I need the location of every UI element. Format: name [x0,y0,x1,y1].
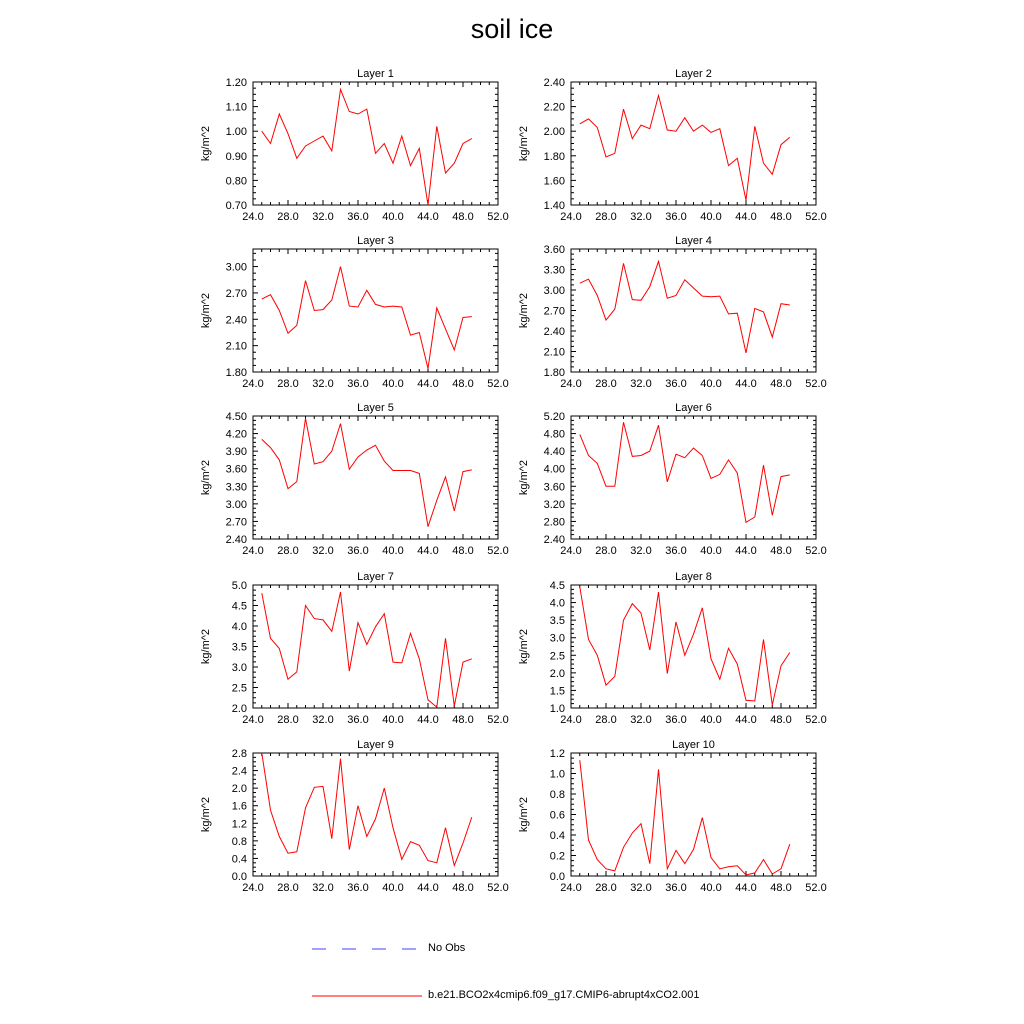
chart-title: Layer 10 [672,739,715,751]
x-tick-label: 24.0 [560,378,582,390]
x-tick-label: 44.0 [417,545,439,557]
y-tick-label: 2.80 [543,516,565,529]
y-tick-label: 2.0 [549,667,565,680]
x-tick-label: 44.0 [735,211,757,223]
x-tick-label: 32.0 [630,882,652,894]
y-tick-label: 3.20 [543,498,565,511]
x-tick-label: 28.0 [277,714,299,726]
y-tick-label: 2.40 [543,534,565,546]
y-tick-label: 5.0 [231,580,247,592]
y-tick-label: 3.00 [543,285,565,297]
x-tick-label: 52.0 [805,211,827,223]
y-axis-label: kg/m^2 [200,292,212,329]
chart-title: Layer 8 [675,571,712,583]
x-tick-label: 36.0 [665,882,687,894]
y-axis-label: kg/m^2 [200,796,212,833]
x-tick-label: 40.0 [382,714,404,726]
y-tick-label: 2.70 [225,287,247,300]
x-tick-label: 24.0 [560,211,582,223]
x-tick-label: 36.0 [347,882,369,894]
y-tick-label: 4.40 [543,446,565,459]
x-tick-label: 24.0 [242,882,264,894]
y-tick-label: 3.30 [543,264,565,277]
y-tick-label: 4.5 [231,600,247,613]
x-tick-label: 48.0 [770,714,792,726]
legend-label-no-obs: No Obs [428,942,466,954]
x-tick-label: 40.0 [382,211,404,223]
x-tick-label: 28.0 [595,882,617,894]
x-tick-label: 44.0 [735,545,757,557]
y-tick-label: 2.70 [543,305,565,318]
y-tick-label: 2.40 [225,314,247,327]
y-tick-label: 0.4 [231,853,247,866]
y-tick-label: 1.0 [549,703,565,715]
y-axis-label: kg/m^2 [518,459,530,496]
x-tick-label: 52.0 [805,378,827,390]
y-tick-label: 1.60 [543,175,565,188]
chart-title: Layer 6 [675,402,712,414]
y-tick-label: 3.60 [225,463,247,476]
x-tick-label: 48.0 [770,211,792,223]
x-tick-label: 36.0 [665,211,687,223]
x-tick-label: 48.0 [770,545,792,557]
x-tick-label: 24.0 [560,882,582,894]
x-tick-label: 32.0 [630,378,652,390]
x-tick-label: 40.0 [700,882,722,894]
y-tick-label: 2.4 [231,765,247,778]
x-tick-label: 24.0 [242,378,264,390]
y-axis-label: kg/m^2 [200,459,212,496]
y-tick-label: 3.5 [231,641,247,654]
x-tick-label: 52.0 [487,545,509,557]
y-tick-label: 1.80 [543,367,565,379]
x-tick-label: 28.0 [595,378,617,390]
y-tick-label: 0.80 [225,175,247,188]
y-tick-label: 1.2 [549,748,565,760]
y-tick-label: 0.8 [231,835,247,848]
x-tick-label: 28.0 [277,378,299,390]
x-tick-label: 40.0 [382,545,404,557]
x-tick-label: 24.0 [560,545,582,557]
x-tick-label: 40.0 [700,211,722,223]
y-tick-label: 0.0 [231,871,247,883]
x-tick-label: 44.0 [735,882,757,894]
y-tick-label: 0.0 [549,871,565,883]
x-tick-label: 40.0 [382,882,404,894]
y-tick-label: 2.00 [543,126,565,139]
x-tick-label: 32.0 [630,714,652,726]
x-tick-label: 24.0 [242,211,264,223]
y-axis-label: kg/m^2 [518,292,530,329]
x-tick-label: 32.0 [312,378,334,390]
x-tick-label: 48.0 [452,211,474,223]
x-tick-label: 28.0 [595,714,617,726]
y-tick-label: 4.50 [225,411,247,423]
x-tick-label: 24.0 [242,714,264,726]
x-tick-label: 32.0 [312,882,334,894]
x-tick-label: 36.0 [665,714,687,726]
y-tick-label: 1.5 [549,685,565,698]
x-tick-label: 40.0 [700,545,722,557]
x-tick-label: 36.0 [347,545,369,557]
x-tick-label: 32.0 [630,545,652,557]
y-tick-label: 2.40 [543,77,565,89]
y-tick-label: 4.0 [549,597,565,610]
x-tick-label: 52.0 [805,714,827,726]
y-tick-label: 1.80 [225,367,247,379]
y-tick-label: 2.0 [231,703,247,715]
y-tick-label: 4.5 [549,580,565,592]
y-tick-label: 0.8 [549,789,565,801]
y-tick-label: 2.5 [549,650,565,663]
x-tick-label: 48.0 [770,378,792,390]
chart-title: Layer 1 [357,68,394,80]
x-tick-label: 44.0 [735,714,757,726]
x-tick-label: 52.0 [805,545,827,557]
x-tick-label: 32.0 [312,714,334,726]
x-tick-label: 44.0 [735,378,757,390]
x-tick-label: 52.0 [487,714,509,726]
y-axis-label: kg/m^2 [518,628,530,665]
y-tick-label: 0.2 [549,850,565,863]
y-tick-label: 2.40 [543,326,565,338]
y-tick-label: 0.4 [549,830,565,842]
y-tick-label: 1.10 [225,101,247,114]
y-tick-label: 2.10 [225,340,247,353]
y-tick-label: 3.00 [225,498,247,511]
chart-title: Layer 7 [357,571,394,583]
y-tick-label: 1.80 [543,150,565,163]
y-tick-label: 2.40 [225,534,247,546]
x-tick-label: 36.0 [347,378,369,390]
x-tick-label: 52.0 [487,378,509,390]
chart-title: Layer 3 [357,235,394,247]
x-tick-label: 48.0 [452,882,474,894]
x-tick-label: 44.0 [417,211,439,223]
y-tick-label: 3.90 [225,446,247,459]
chart-title: Layer 2 [675,68,712,80]
y-tick-label: 3.0 [231,662,247,674]
x-tick-label: 52.0 [805,882,827,894]
y-tick-label: 1.20 [225,77,247,89]
x-tick-label: 24.0 [560,714,582,726]
x-tick-label: 28.0 [595,545,617,557]
y-tick-label: 0.90 [225,150,247,163]
y-tick-label: 1.0 [549,768,565,781]
y-tick-label: 3.30 [225,481,247,494]
y-axis-label: kg/m^2 [200,125,212,162]
x-tick-label: 44.0 [417,882,439,894]
y-tick-label: 4.0 [231,621,247,633]
y-tick-label: 4.80 [543,428,565,441]
x-tick-label: 36.0 [665,545,687,557]
x-tick-label: 36.0 [665,378,687,390]
chart-title: Layer 5 [357,402,394,414]
y-tick-label: 1.2 [231,818,247,831]
x-tick-label: 52.0 [487,882,509,894]
y-axis-label: kg/m^2 [518,125,530,162]
chart-title: Layer 9 [357,739,394,751]
y-tick-label: 5.20 [543,411,565,423]
x-tick-label: 48.0 [452,714,474,726]
y-tick-label: 1.40 [543,200,565,212]
y-tick-label: 2.8 [231,748,247,760]
x-tick-label: 36.0 [347,211,369,223]
x-tick-label: 28.0 [277,545,299,557]
y-axis-label: kg/m^2 [518,796,530,833]
page-title: soil ice [470,14,554,44]
y-tick-label: 3.60 [543,244,565,256]
y-tick-label: 4.00 [543,463,565,476]
y-tick-label: 3.0 [549,632,565,645]
y-tick-label: 3.60 [543,481,565,494]
legend-label-model: b.e21.BCO2x4cmip6.f09_g17.CMIP6-abrupt4xCO2.001 [428,989,700,1001]
x-tick-label: 28.0 [595,211,617,223]
chart-title: Layer 4 [675,235,712,247]
y-tick-label: 2.70 [225,516,247,529]
y-axis-label: kg/m^2 [200,628,212,665]
y-tick-label: 4.20 [225,428,247,441]
x-tick-label: 32.0 [630,211,652,223]
y-tick-label: 2.20 [543,101,565,114]
y-tick-label: 2.10 [543,346,565,359]
x-tick-label: 40.0 [700,378,722,390]
x-tick-label: 36.0 [347,714,369,726]
y-tick-label: 0.70 [225,200,247,212]
x-tick-label: 24.0 [242,545,264,557]
x-tick-label: 40.0 [700,714,722,726]
y-tick-label: 0.6 [549,809,565,822]
y-tick-label: 3.00 [225,261,247,274]
x-tick-label: 40.0 [382,378,404,390]
y-tick-label: 1.00 [225,126,247,139]
x-tick-label: 48.0 [770,882,792,894]
y-tick-label: 1.6 [231,800,247,813]
x-tick-label: 52.0 [487,211,509,223]
x-tick-label: 48.0 [452,545,474,557]
y-tick-label: 2.0 [231,783,247,796]
x-tick-label: 44.0 [417,378,439,390]
x-tick-label: 44.0 [417,714,439,726]
y-tick-label: 3.5 [549,615,565,628]
x-tick-label: 28.0 [277,882,299,894]
x-tick-label: 48.0 [452,378,474,390]
x-tick-label: 28.0 [277,211,299,223]
x-tick-label: 32.0 [312,545,334,557]
x-tick-label: 32.0 [312,211,334,223]
y-tick-label: 2.5 [231,682,247,695]
